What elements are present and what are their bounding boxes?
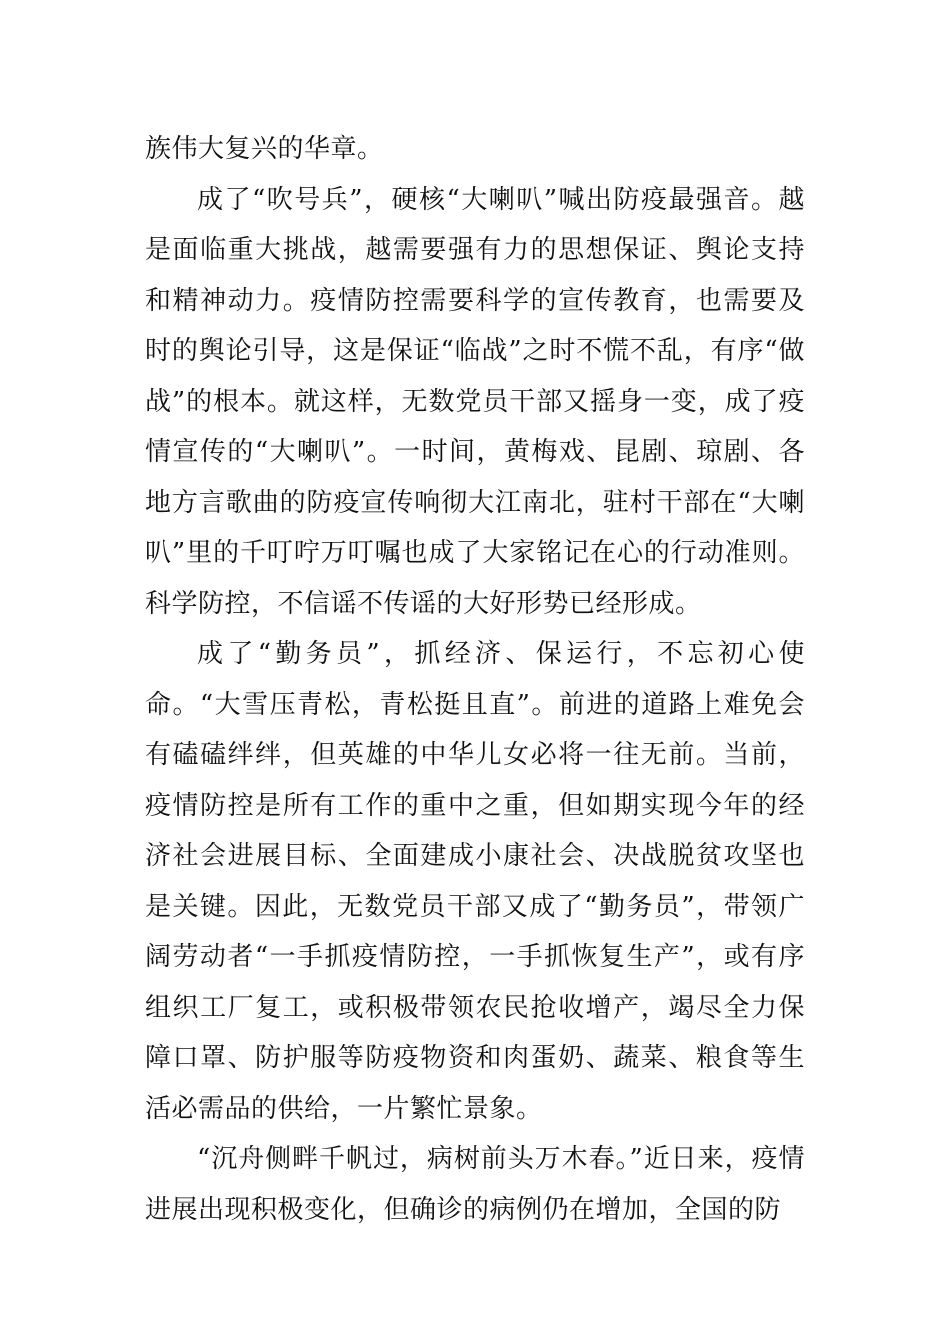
document-body	[145, 124, 805, 1235]
paragraph-4: “沉舟侧畔千帆过，病树前头万木春。”近日来，疫情进展出现积极变化，但确诊的病例仍在增加，全国的防	[145, 1144, 805, 1225]
paragraph-1: 族伟大复兴的华章。	[145, 134, 384, 164]
paragraph-2: 成了“吹号兵”，硬核“大喇叭”喊出防疫最强音。越是面临重大挑战，越需要强有力的思想保证、舆论支持和精神动力。疫情防控需要科学的宣传教育，也需要及时的舆论引导，这是保证“临战”之时不慌不乱，有序“做战”的根本。就这样，无数党员干部又摇身一变，成了疫情宣传的“大喇叭”。一时间，黄梅戏、昆剧、琼剧、各地方言歌曲的防疫宣传响彻大江南北，驻村干部在“大喇叭”里的千叮咛万叮嘱也成了大家铭记在心的行动准则。科学防控，不信谣不传谣的大好形势已经形成。	[145, 184, 805, 619]
paragraph-3: 成了“勤务员”，抓经济、保运行，不忘初心使命。“大雪压青松，青松挺且直”。前进的道路上难免会有磕磕绊绊，但英雄的中华儿女必将一往无前。当前，疫情防控是所有工作的重中之重，但如期实现今年的经济社会进展目标、全面建成小康社会、决战脱贫攻坚也是关键。因此，无数党员干部又成了“勤务员”，带领广阔劳动者“一手抓疫情防控，一手抓恢复生产”，或有序组织工厂复工，或积极带领农民抢收增产，竭尽全力保障口罩、防护服等防疫物资和肉蛋奶、蔬菜、粮食等生活必需品的供给，一片繁忙景象。	[145, 639, 805, 1124]
